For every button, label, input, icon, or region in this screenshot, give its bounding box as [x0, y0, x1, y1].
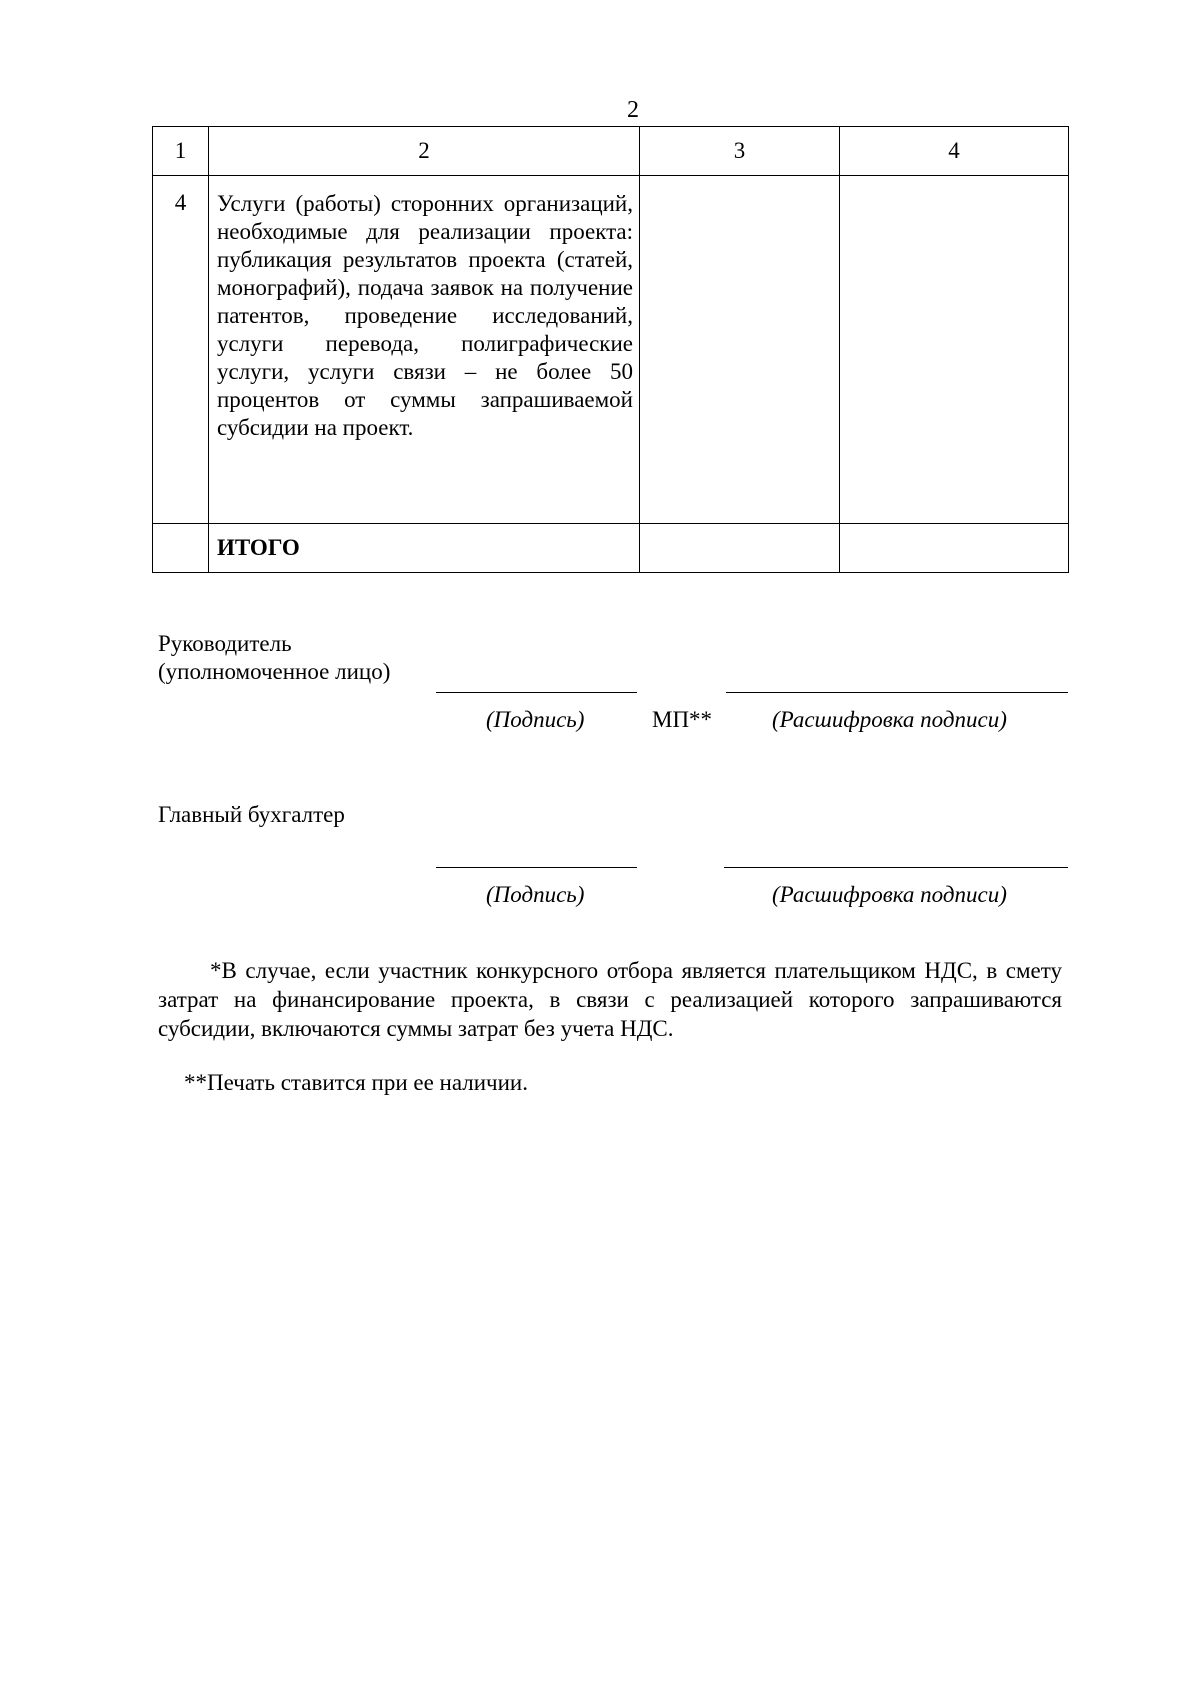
head-decode-caption: (Расшифровка подписи)	[772, 707, 1007, 732]
footnote-vat: *В случае, если участник конкурсного отбора является плательщиком НДС, в смету затрат на финансирование проекта, в связи с реализацией которого запрашиваются субсидии, включаются суммы затрат без учета НДС.	[158, 958, 1062, 1041]
head-subtitle: (уполномоченное лицо)	[158, 659, 391, 684]
row-note-cell	[840, 176, 1069, 524]
total-note-cell	[840, 524, 1069, 573]
total-label-cell: ИТОГО	[209, 524, 640, 573]
head-decode-line	[726, 692, 1068, 693]
page-number: 2	[627, 97, 639, 123]
header-cell-4: 4	[840, 127, 1069, 176]
accountant-signature-caption: (Подпись)	[486, 882, 585, 907]
row-description-cell: Услуги (работы) сторонних организаций, необходимые для реализации проекта: публикация результатов проекта (статей, монографий), подача заявок на получение патентов, проведение исследований, услуги перевода, полиграфические услуги, услуги связи – не более 50 процентов от суммы запрашиваемой субсидии на проект.	[209, 176, 640, 524]
accountant-decode-line	[724, 867, 1068, 868]
table-total-row	[153, 524, 1069, 573]
accountant-decode-caption: (Расшифровка подписи)	[772, 882, 1007, 907]
row-number-cell: 4	[153, 176, 209, 524]
header-cell-1: 1	[153, 127, 209, 176]
stamp-mark: МП**	[652, 707, 713, 732]
footnote-stamp: **Печать ставится при ее наличии.	[184, 1070, 528, 1095]
total-amount-cell	[640, 524, 840, 573]
header-cell-2: 2	[209, 127, 640, 176]
head-title: Руководитель	[158, 631, 292, 656]
accountant-signature-line	[436, 867, 637, 868]
table-row	[153, 176, 1069, 524]
head-signature-caption: (Подпись)	[486, 707, 585, 732]
accountant-title: Главный бухгалтер	[158, 802, 345, 827]
cost-table	[152, 126, 1069, 573]
total-number-cell	[153, 524, 209, 573]
head-signature-line	[436, 692, 637, 693]
table-header-row	[153, 127, 1069, 176]
row-amount-cell	[640, 176, 840, 524]
header-cell-3: 3	[640, 127, 840, 176]
